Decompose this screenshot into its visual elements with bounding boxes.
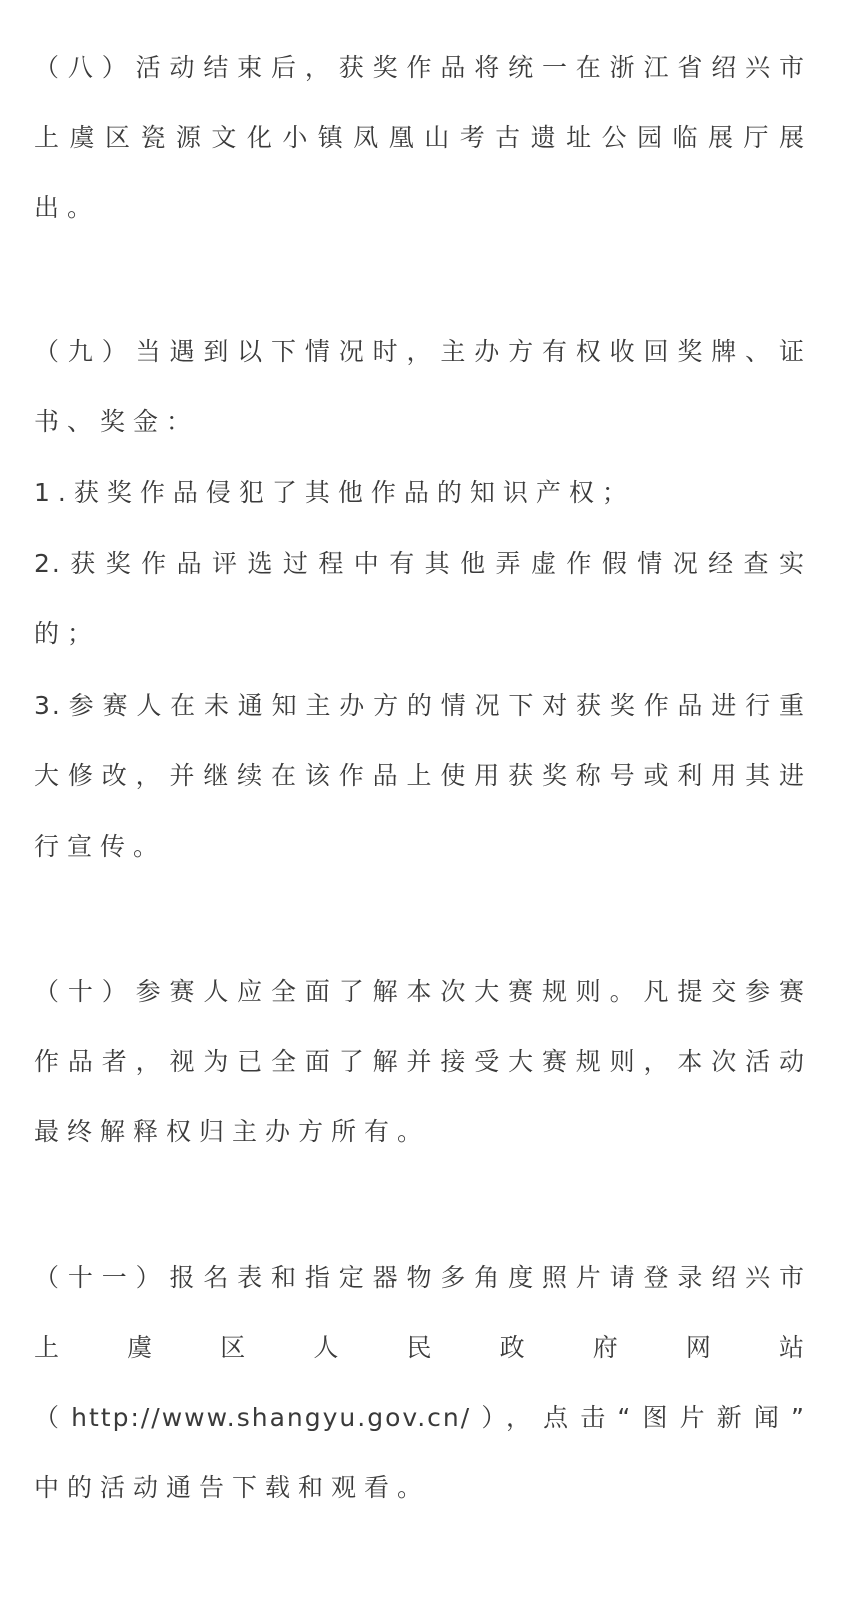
- item-1-line-1: 1.获奖作品侵犯了其他作品的知识产权；: [34, 478, 635, 507]
- section-11-line-1: （十一）报名表和指定器物多角度照片请登录绍兴市: [34, 1263, 806, 1292]
- section-11-line-3[interactable]: （http://www.shangyu.gov.cn/），点击“图片新闻”: [34, 1403, 806, 1432]
- item-3-line-3: 行宣传。: [34, 832, 167, 861]
- item-3-line-2: 大修改，并继续在该作品上使用获奖称号或利用其进: [34, 761, 806, 790]
- item-2-line-2: 的；: [34, 619, 101, 648]
- section-11-line-2: 上 虞 区 人 民 政 府 网 站: [34, 1333, 806, 1362]
- section-8-line-3: 出。: [34, 193, 101, 222]
- section-9-line-1: （九）当遇到以下情况时，主办方有权收回奖牌、证: [34, 337, 806, 366]
- section-11-line-4: 中的活动通告下载和观看。: [34, 1473, 431, 1502]
- section-10-line-2: 作品者，视为已全面了解并接受大赛规则，本次活动: [34, 1047, 806, 1076]
- section-8-line-2: 上虞区瓷源文化小镇凤凰山考古遗址公园临展厅展: [34, 123, 806, 152]
- section-10-line-3: 最终解释权归主办方所有。: [34, 1117, 431, 1146]
- item-3-line-1: 3.参赛人在未通知主办方的情况下对获奖作品进行重: [34, 691, 806, 720]
- item-2-line-1: 2.获奖作品评选过程中有其他弄虚作假情况经查实: [34, 549, 806, 578]
- section-9-line-2: 书、奖金：: [34, 407, 200, 436]
- section-10-line-1: （十）参赛人应全面了解本次大赛规则。凡提交参赛: [34, 977, 806, 1006]
- section-8-line-1: （八）活动结束后，获奖作品将统一在浙江省绍兴市: [34, 53, 806, 82]
